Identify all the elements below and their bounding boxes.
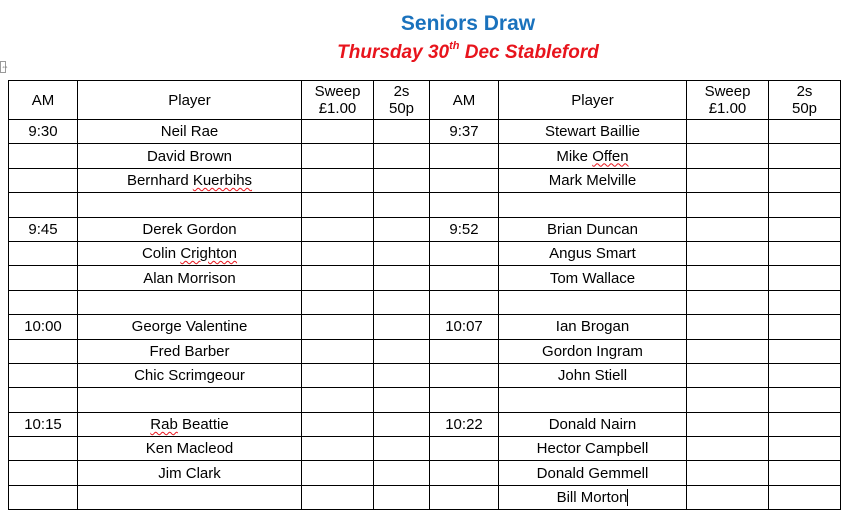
sweep-cell-2[interactable] — [687, 290, 769, 314]
twos-cell-2[interactable] — [769, 217, 841, 241]
twos-cell[interactable] — [374, 388, 430, 412]
tee-time-2[interactable]: 10:07 — [430, 315, 499, 339]
twos-cell-2[interactable] — [769, 290, 841, 314]
player-name-2[interactable]: Ian Brogan — [499, 315, 687, 339]
spellcheck-underline: Crighton — [180, 245, 238, 263]
twos-cell-2[interactable] — [769, 315, 841, 339]
player-name-2[interactable]: Angus Smart — [499, 241, 687, 265]
player-name-2[interactable]: Donald Gemmell — [499, 461, 687, 485]
twos-cell[interactable] — [374, 339, 430, 363]
twos-cell-2[interactable] — [769, 412, 841, 436]
sweep-cell[interactable] — [302, 266, 374, 290]
table-row — [9, 339, 841, 363]
player-name[interactable]: David Brown — [78, 144, 302, 168]
sweep-cell[interactable] — [302, 168, 374, 192]
player-name[interactable] — [78, 388, 302, 412]
player-name-2[interactable]: Stewart Baillie — [499, 120, 687, 144]
player-name-2[interactable]: John Stiell — [499, 363, 687, 387]
twos-cell[interactable] — [374, 461, 430, 485]
sweep-cell-2[interactable] — [687, 193, 769, 217]
twos-cell-2[interactable] — [769, 144, 841, 168]
tee-time[interactable]: 10:00 — [9, 315, 78, 339]
draw-table — [8, 80, 841, 510]
sweep-cell[interactable] — [302, 339, 374, 363]
header-sweep-2: Sweep £1.00 — [687, 81, 769, 120]
tee-time-2[interactable] — [430, 144, 499, 168]
player-name[interactable]: Rab Beattie — [78, 412, 302, 436]
table-row — [9, 437, 841, 461]
table-row — [9, 363, 841, 387]
player-name-2[interactable]: Brian Duncan — [499, 217, 687, 241]
player-name-2[interactable] — [499, 388, 687, 412]
player-name[interactable]: Fred Barber — [78, 339, 302, 363]
document-title: Seniors Draw — [400, 12, 536, 35]
tee-time-2[interactable]: 9:37 — [430, 120, 499, 144]
sweep-cell[interactable] — [302, 485, 374, 509]
tee-time[interactable] — [9, 168, 78, 192]
sweep-cell-2[interactable] — [687, 168, 769, 192]
player-name-2[interactable]: Tom Wallace — [499, 266, 687, 290]
header-player: Player — [78, 81, 302, 120]
tee-time-2[interactable] — [430, 388, 499, 412]
header-row — [9, 81, 841, 120]
sweep-cell-2[interactable] — [687, 120, 769, 144]
twos-cell[interactable] — [374, 363, 430, 387]
twos-cell[interactable] — [374, 168, 430, 192]
twos-cell-2[interactable] — [769, 388, 841, 412]
twos-cell[interactable] — [374, 241, 430, 265]
sweep-cell[interactable] — [302, 412, 374, 436]
tee-time-2[interactable]: 9:52 — [430, 217, 499, 241]
tee-time-2[interactable] — [430, 290, 499, 314]
twos-cell[interactable] — [374, 315, 430, 339]
tee-time-2[interactable] — [430, 241, 499, 265]
tee-time[interactable] — [9, 485, 78, 509]
header-am-2: AM — [430, 81, 499, 120]
sweep-cell[interactable] — [302, 388, 374, 412]
spellcheck-underline: Offen — [592, 147, 629, 165]
twos-cell[interactable] — [374, 193, 430, 217]
twos-cell-2[interactable] — [769, 266, 841, 290]
player-name-2[interactable]: Donald Nairn — [499, 412, 687, 436]
player-name-2[interactable]: Mike Offen — [499, 144, 687, 168]
player-name[interactable] — [78, 193, 302, 217]
table-row — [9, 412, 841, 436]
tee-time-2[interactable] — [430, 266, 499, 290]
player-name-2[interactable] — [499, 290, 687, 314]
twos-cell-2[interactable] — [769, 241, 841, 265]
sweep-cell-2[interactable] — [687, 315, 769, 339]
table-row — [9, 315, 841, 339]
twos-cell-2[interactable] — [769, 461, 841, 485]
player-name[interactable]: Bernhard Kuerbihs — [78, 168, 302, 192]
sweep-cell[interactable] — [302, 290, 374, 314]
table-move-handle-icon[interactable]: ⇔ — [1, 62, 9, 71]
tee-time-2[interactable] — [430, 437, 499, 461]
twos-cell[interactable] — [374, 412, 430, 436]
sweep-cell-2[interactable] — [687, 241, 769, 265]
player-name-2[interactable] — [499, 485, 687, 509]
twos-cell[interactable] — [374, 120, 430, 144]
sweep-cell[interactable] — [302, 315, 374, 339]
table-row — [9, 388, 841, 412]
tee-time[interactable] — [9, 193, 78, 217]
tee-time[interactable] — [9, 437, 78, 461]
player-name[interactable]: Neil Rae — [78, 120, 302, 144]
sweep-cell[interactable] — [302, 217, 374, 241]
sweep-cell-2[interactable] — [687, 144, 769, 168]
sweep-cell-2[interactable] — [687, 339, 769, 363]
tee-time-2[interactable]: 10:22 — [430, 412, 499, 436]
player-name[interactable] — [78, 485, 302, 509]
table-row — [9, 241, 841, 265]
text-cursor: Bill Morton — [556, 489, 628, 507]
sweep-cell[interactable] — [302, 120, 374, 144]
table-row — [9, 461, 841, 485]
player-name[interactable]: Derek Gordon — [78, 217, 302, 241]
player-name-2[interactable]: Gordon Ingram — [499, 339, 687, 363]
twos-cell-2[interactable] — [769, 120, 841, 144]
sweep-cell-2[interactable] — [687, 363, 769, 387]
player-name-2[interactable]: Mark Melville — [499, 168, 687, 192]
header-twos: 2s 50p — [374, 81, 430, 120]
twos-cell[interactable] — [374, 485, 430, 509]
table-row — [9, 217, 841, 241]
player-name[interactable]: Chic Scrimgeour — [78, 363, 302, 387]
twos-cell[interactable] — [374, 144, 430, 168]
header-sweep: Sweep £1.00 — [302, 81, 374, 120]
header-am: AM — [9, 81, 78, 120]
twos-cell-2[interactable] — [769, 363, 841, 387]
tee-time-2[interactable] — [430, 193, 499, 217]
sweep-cell[interactable] — [302, 241, 374, 265]
player-name-2[interactable] — [499, 193, 687, 217]
header-twos-2: 2s 50p — [769, 81, 841, 120]
table-row — [9, 266, 841, 290]
tee-time[interactable] — [9, 266, 78, 290]
twos-cell-2[interactable] — [769, 485, 841, 509]
player-name[interactable]: Alan Morrison — [78, 266, 302, 290]
tee-time[interactable] — [9, 339, 78, 363]
sweep-cell-2[interactable] — [687, 388, 769, 412]
twos-cell[interactable] — [374, 266, 430, 290]
tee-time[interactable] — [9, 363, 78, 387]
sweep-cell[interactable] — [302, 461, 374, 485]
player-name[interactable]: George Valentine — [78, 315, 302, 339]
sweep-cell[interactable] — [302, 144, 374, 168]
tee-time-2[interactable] — [430, 363, 499, 387]
twos-cell-2[interactable] — [769, 193, 841, 217]
tee-time-2[interactable] — [430, 485, 499, 509]
table-row — [9, 168, 841, 192]
sweep-cell-2[interactable] — [687, 461, 769, 485]
tee-time[interactable] — [9, 461, 78, 485]
tee-time[interactable]: 9:45 — [9, 217, 78, 241]
sweep-cell[interactable] — [302, 193, 374, 217]
sweep-cell-2[interactable] — [687, 266, 769, 290]
sweep-cell-2[interactable] — [687, 485, 769, 509]
player-name[interactable]: Jim Clark — [78, 461, 302, 485]
document-subtitle: Thursday 30th Dec Stableford — [337, 40, 599, 63]
twos-cell[interactable] — [374, 217, 430, 241]
player-name[interactable]: Ken Macleod — [78, 437, 302, 461]
player-name-2[interactable]: Hector Campbell — [499, 437, 687, 461]
table-row — [9, 144, 841, 168]
player-name[interactable] — [78, 290, 302, 314]
tee-time-2[interactable] — [430, 461, 499, 485]
tee-time[interactable] — [9, 144, 78, 168]
tee-time[interactable]: 10:15 — [9, 412, 78, 436]
table-row — [9, 290, 841, 314]
table-row — [9, 120, 841, 144]
tee-time-2[interactable] — [430, 339, 499, 363]
twos-cell-2[interactable] — [769, 437, 841, 461]
twos-cell[interactable] — [374, 290, 430, 314]
tee-time[interactable] — [9, 241, 78, 265]
spellcheck-underline: Rab — [150, 415, 178, 433]
tee-time[interactable] — [9, 290, 78, 314]
sweep-cell[interactable] — [302, 437, 374, 461]
table-row — [9, 193, 841, 217]
sweep-cell-2[interactable] — [687, 217, 769, 241]
sweep-cell-2[interactable] — [687, 437, 769, 461]
table-row — [9, 485, 841, 509]
tee-time-2[interactable] — [430, 168, 499, 192]
player-name[interactable]: Colin Crighton — [78, 241, 302, 265]
tee-time[interactable] — [9, 388, 78, 412]
sweep-cell-2[interactable] — [687, 412, 769, 436]
twos-cell[interactable] — [374, 437, 430, 461]
spellcheck-underline: Kuerbihs — [192, 171, 253, 189]
sweep-cell[interactable] — [302, 363, 374, 387]
twos-cell-2[interactable] — [769, 168, 841, 192]
tee-time[interactable]: 9:30 — [9, 120, 78, 144]
header-player-2: Player — [499, 81, 687, 120]
twos-cell-2[interactable] — [769, 339, 841, 363]
